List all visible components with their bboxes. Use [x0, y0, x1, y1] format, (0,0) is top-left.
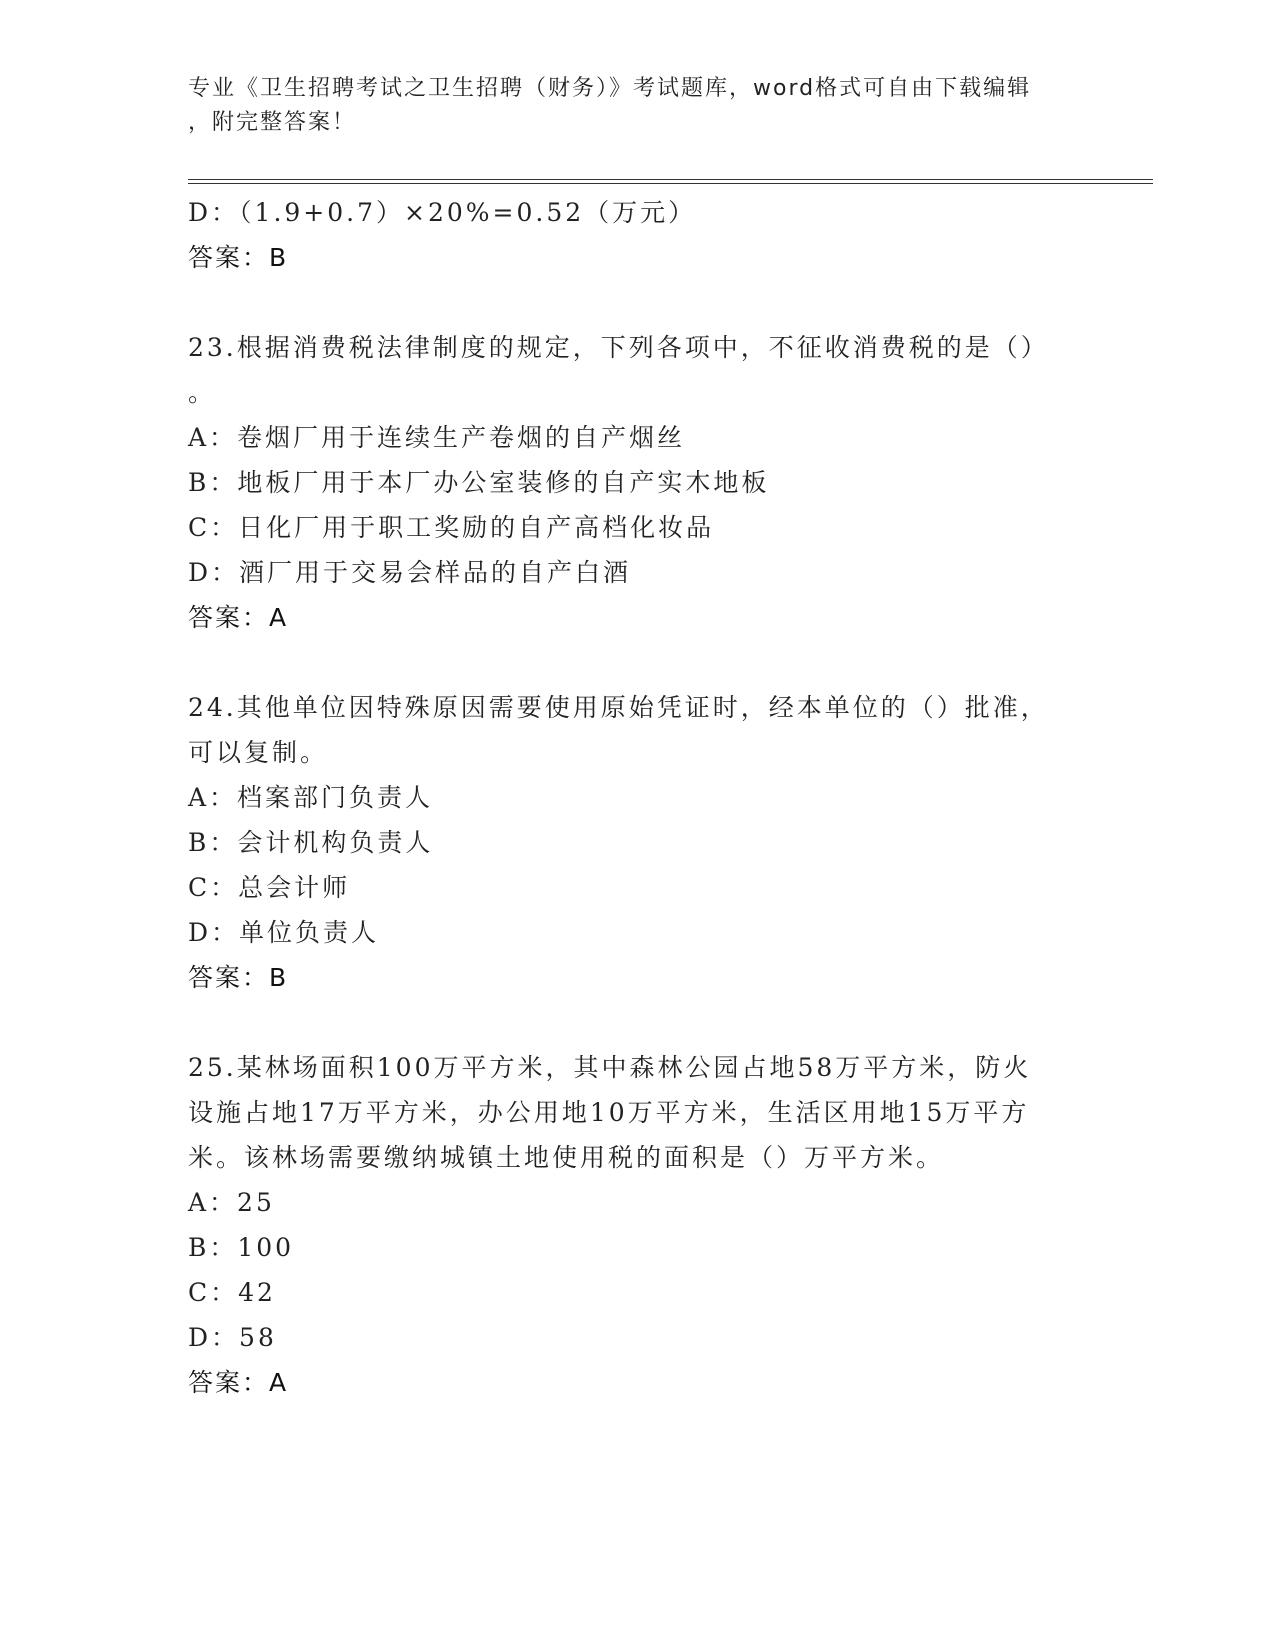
question-stem: [188, 325, 1088, 415]
option-c: C：总会计师: [188, 873, 351, 902]
question-24: [188, 685, 1088, 1001]
question-23: [188, 325, 1088, 641]
option-b: B：100: [188, 1233, 295, 1262]
page-header: [188, 72, 1068, 140]
header-divider-bottom: [188, 183, 1153, 184]
option-b: B：会计机构负责人: [188, 828, 434, 857]
question-25: [188, 1045, 1088, 1406]
answer-line: 答案：B: [188, 243, 289, 272]
option-d: D：酒厂用于交易会样品的自产白酒: [188, 558, 632, 587]
answer-line: 答案：B: [188, 963, 289, 992]
header-line-1: 专业《卫生招聘考试之卫生招聘（财务）》考试题库，word格式可自由下载编辑: [188, 76, 1032, 101]
question-stem: [188, 685, 1088, 775]
header-divider-top: [188, 179, 1153, 180]
option-a: A：25: [188, 1188, 275, 1217]
option-d: D：58: [188, 1323, 277, 1352]
question-stem-line: 。: [188, 378, 217, 407]
document-body: [188, 190, 1088, 1406]
question-stem-line: 25.某林场面积100万平方米，其中森林公园占地58万平方米，防火: [188, 1053, 1032, 1082]
option-d: D：（1.9+0.7）×20%=0.52（万元）: [188, 198, 697, 227]
option-b: B：地板厂用于本厂办公室装修的自产实木地板: [188, 468, 770, 497]
header-line-2: ，附完整答案！: [188, 110, 357, 135]
option-a: A：卷烟厂用于连续生产卷烟的自产烟丝: [188, 423, 686, 452]
option-c: C：42: [188, 1278, 276, 1307]
previous-question-tail: [188, 190, 1088, 281]
question-stem-line: 设施占地17万平方米，办公用地10万平方米，生活区用地15万平方: [188, 1098, 1030, 1127]
question-stem-line: 24.其他单位因特殊原因需要使用原始凭证时，经本单位的（）批准，: [188, 693, 1049, 722]
option-d: D：单位负责人: [188, 918, 380, 947]
option-a: A：档案部门负责人: [188, 783, 434, 812]
question-stem: [188, 1045, 1088, 1180]
answer-line: 答案：A: [188, 1368, 289, 1397]
option-c: C：日化厂用于职工奖励的自产高档化妆品: [188, 513, 715, 542]
answer-line: 答案：A: [188, 603, 289, 632]
question-stem-line: 可以复制。: [188, 738, 329, 767]
question-stem-line: 23.根据消费税法律制度的规定，下列各项中，不征收消费税的是（）: [188, 333, 1049, 362]
question-stem-line: 米。该林场需要缴纳城镇土地使用税的面积是（）万平方米。: [188, 1143, 945, 1172]
